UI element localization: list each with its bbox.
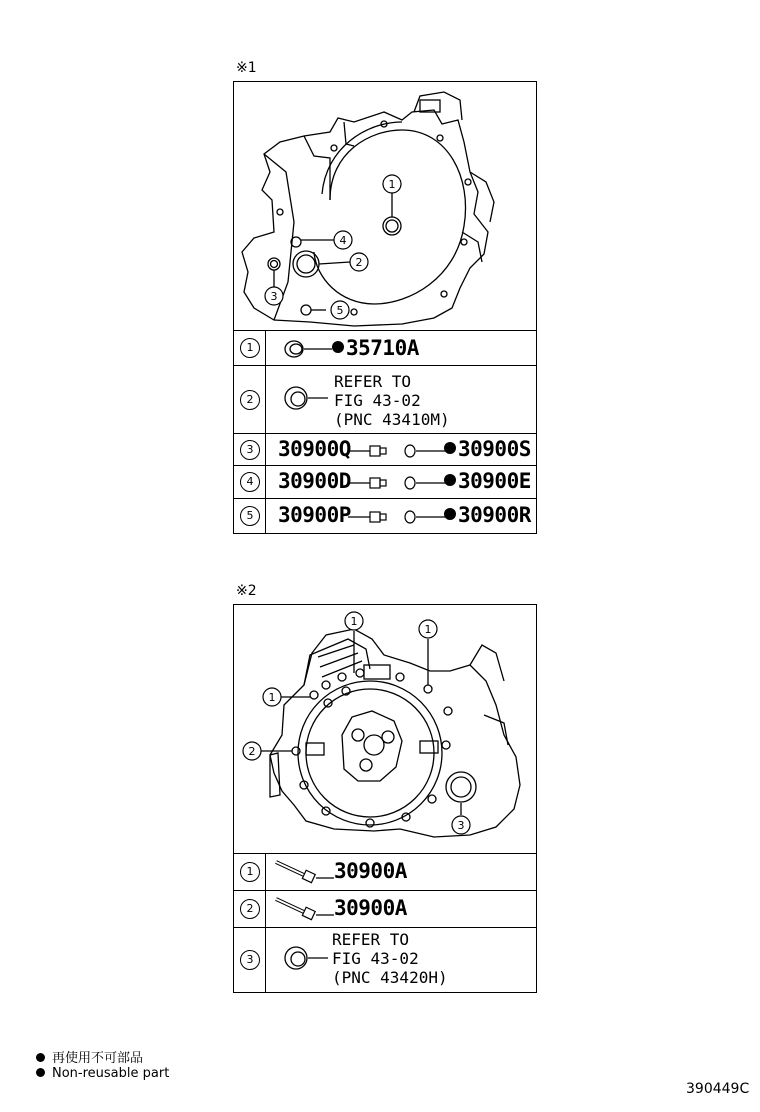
s2-row-3 [234,927,536,992]
s1-row-2 [234,365,536,433]
section-2-transaxle-drawing [234,605,535,855]
section-1-label: ※1 [236,60,257,76]
nonreusable-dot-icon [444,474,456,486]
s2-row-2 [234,890,536,927]
s2-row-2-part: 30900A [334,896,407,920]
s2-row-2-number: 2 [240,899,260,919]
nonreusable-dot-icon [36,1053,45,1062]
s1-row-4-number: 4 [240,472,260,492]
s2-callout-1c: 1 [268,691,276,704]
plug-and-gasket-icon [348,506,448,528]
s1-row-5 [234,498,536,533]
oil-seal-icon [284,339,334,361]
figure-code: 390449C [686,1081,750,1097]
s2-callout-1b: 1 [424,623,432,636]
s2-callout-2: 2 [248,745,256,758]
s2-row-3-reference: REFER TO FIG 43-02 (PNC 43420H) [332,930,448,987]
s1-row-5-number: 5 [240,506,260,526]
nonreusable-dot-icon [444,508,456,520]
nonreusable-dot-icon [332,341,344,353]
nonreusable-dot-icon [444,442,456,454]
plug-and-gasket-icon [348,472,448,494]
s1-row-4-part-right: 30900E [444,469,531,493]
nonreusable-dot-icon [36,1068,45,1077]
s2-callout-1a: 1 [350,615,358,628]
s1-row-5-part-right: 30900R [444,503,531,527]
s1-row-1-part: 35710A [332,336,419,360]
s1-callout-5: 5 [336,304,344,317]
s1-row-2-reference: REFER TO FIG 43-02 (PNC 43410M) [334,372,450,429]
s1-row-3-part-right: 30900S [444,437,531,461]
oil-seal-icon [284,944,334,974]
s2-callout-3: 3 [457,819,465,832]
s1-callout-3: 3 [270,290,278,303]
s1-row-4-part-left: 30900D [278,469,351,493]
section-1-frame [233,81,537,534]
s1-row-5-part-left: 30900P [278,503,351,527]
s2-row-1-part: 30900A [334,859,407,883]
plug-and-gasket-icon [348,440,448,462]
s1-row-3-part-left: 30900Q [278,437,351,461]
s2-row-3-number: 3 [240,950,260,970]
s1-row-1 [234,330,536,365]
s1-callout-1: 1 [388,178,396,191]
legend-japanese: 再使用不可部品 [36,1047,143,1066]
s2-row-1 [234,853,536,890]
s1-callout-2: 2 [355,256,363,269]
section-2-label: ※2 [236,583,257,599]
s1-row-3 [234,433,536,465]
bolt-icon [274,895,334,923]
s2-row-1-number: 1 [240,862,260,882]
oil-seal-icon [284,384,334,414]
s1-row-3-number: 3 [240,440,260,460]
s1-row-4 [234,465,536,498]
legend-english: Non-reusable part [36,1066,169,1081]
section-2-frame [233,604,537,993]
s1-callout-4: 4 [339,234,347,247]
s1-row-1-number: 1 [240,338,260,358]
s1-row-2-number: 2 [240,390,260,410]
section-1-transaxle-drawing [234,82,535,332]
bolt-icon [274,858,334,886]
